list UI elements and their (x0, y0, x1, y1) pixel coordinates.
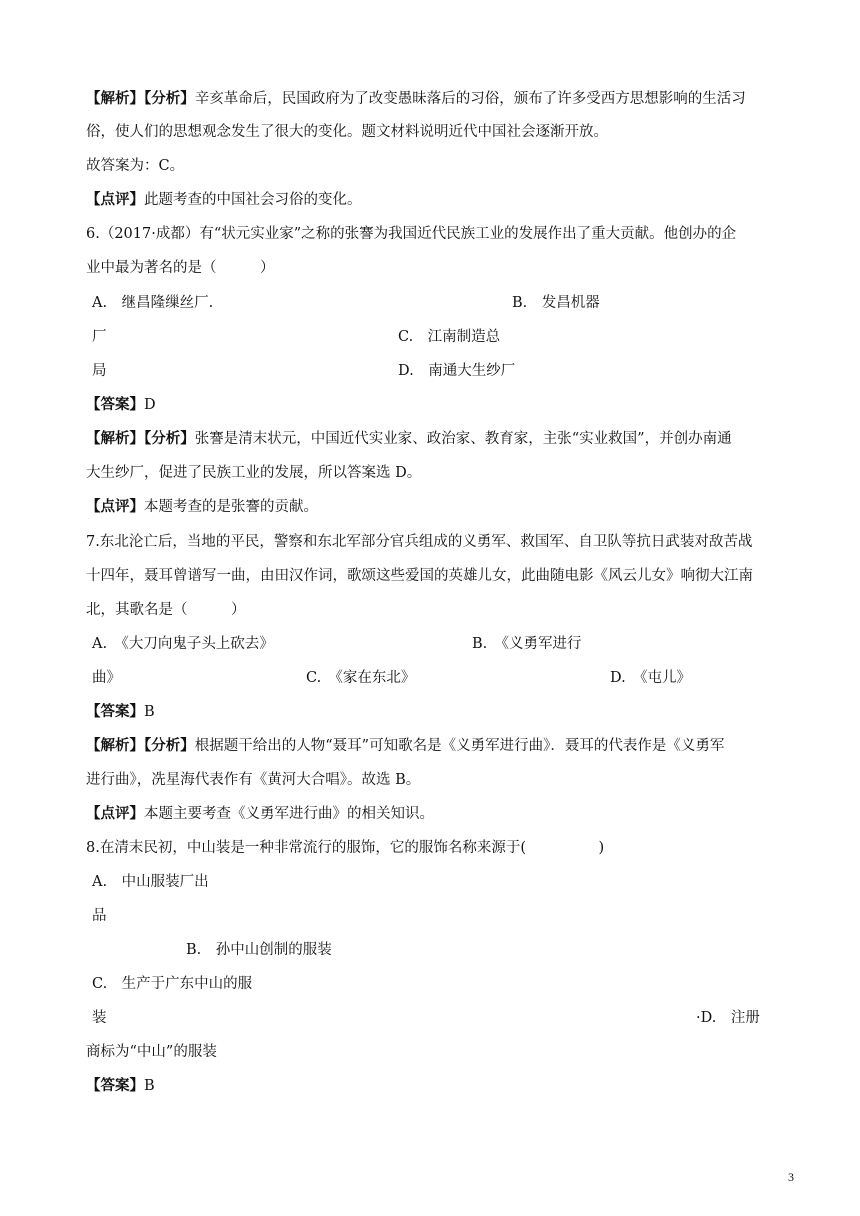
section-tag: 【点评】 (86, 191, 144, 208)
page-number: 3 (788, 1170, 794, 1184)
section-tag: 【解析】【分析】 (86, 90, 195, 107)
section-tag: 【解析】【分析】 (86, 737, 195, 754)
question-stem: 8.在清末民初，中山装是一种非常流行的服饰，它的服饰名称来源于( ) (86, 840, 605, 856)
section-tag: 【答案】 (86, 396, 144, 413)
option-b-wrap: 厂 (92, 329, 107, 345)
question-stem: 7.东北沦亡后，当地的平民，警察和东北军部分官兵组成的义勇军、救国军、自卫队等抗日武装对敌苦战 (86, 534, 753, 550)
option-c: C. 生产于广东中山的服 (92, 976, 253, 992)
answer-line: 【答案】B (86, 703, 155, 720)
option-a: A. 中山服装厂出 (92, 874, 209, 890)
section-tag: 【解析】【分析】 (86, 430, 195, 447)
option-c-wrap: 装 (92, 1010, 107, 1026)
analysis-line: 【解析】【分析】根据题干给出的人物“聂耳”可知歌名是《义勇军进行曲》．聂耳的代表作是《义勇军 (86, 737, 725, 754)
question-stem: 6.（2017·成都）有“状元实业家”之称的张謇为我国近代民族工业的发展作出了重大贡献。他创办的企 (86, 226, 737, 242)
section-tag: 【答案】 (86, 1077, 144, 1094)
option-b: B. 孙中山创制的服装 (186, 942, 332, 958)
question-stem: 北，其歌名是（ ） (86, 602, 246, 618)
analysis-line: 【解析】【分析】张謇是清末状元，中国近代实业家、政治家、教育家，主张“实业救国”，并创办南通 (86, 430, 732, 447)
comment-line: 【点评】此题考查的中国社会习俗的变化。 (86, 191, 362, 208)
text-line: 大生纱厂，促进了民族工业的发展，所以答案选 D。 (86, 465, 422, 481)
option-b: B. 《义勇军进行 (472, 636, 582, 652)
analysis-line: 【解析】【分析】辛亥革命后，民国政府为了改变愚昧落后的习俗，颁布了许多受西方思想影响的生活习 (86, 90, 746, 107)
comment-line: 【点评】本题考查的是张謇的贡献。 (86, 498, 318, 515)
option-d-wrap: 商标为“中山”的服装 (86, 1044, 217, 1060)
option-c: C. 江南制造总 (398, 329, 501, 345)
question-stem: 十四年，聂耳曾谱写一曲，由田汉作词，歌颂这些爱国的英雄儿女，此曲随电影《风云儿女》响彻大江南 (86, 568, 753, 584)
section-tag: 【答案】 (86, 703, 144, 720)
option-a-wrap: 品 (92, 908, 107, 924)
option-c-wrap: 局 (92, 363, 107, 379)
option-d: ·D. 注册 (696, 1010, 760, 1026)
text-line: 俗，使人们的思想观念发生了很大的变化。题文材料说明近代中国社会逐渐开放。 (86, 124, 608, 140)
option-c: C. 《家在东北》 (306, 670, 416, 686)
answer-line: 【答案】D (86, 396, 156, 413)
option-a: A. 《大刀向鬼子头上砍去》 (92, 636, 274, 652)
option-b: B. 发昌机器 (512, 295, 600, 311)
answer-summary: 故答案为：C。 (86, 158, 185, 174)
comment-line: 【点评】本题主要考查《义勇军进行曲》的相关知识。 (86, 805, 434, 822)
section-tag: 【点评】 (86, 805, 144, 822)
option-d: D. 南通大生纱厂 (398, 363, 516, 379)
question-stem: 业中最为著名的是（ ） (86, 260, 275, 276)
text-line: 进行曲》，冼星海代表作有《黄河大合唱》。故选 B。 (86, 772, 421, 788)
answer-line: 【答案】B (86, 1077, 155, 1094)
option-a: A. 继昌隆缫丝厂. (92, 295, 214, 311)
option-b-wrap: 曲》 (92, 670, 121, 686)
section-tag: 【点评】 (86, 498, 144, 515)
option-d: D. 《屯儿》 (610, 670, 691, 686)
